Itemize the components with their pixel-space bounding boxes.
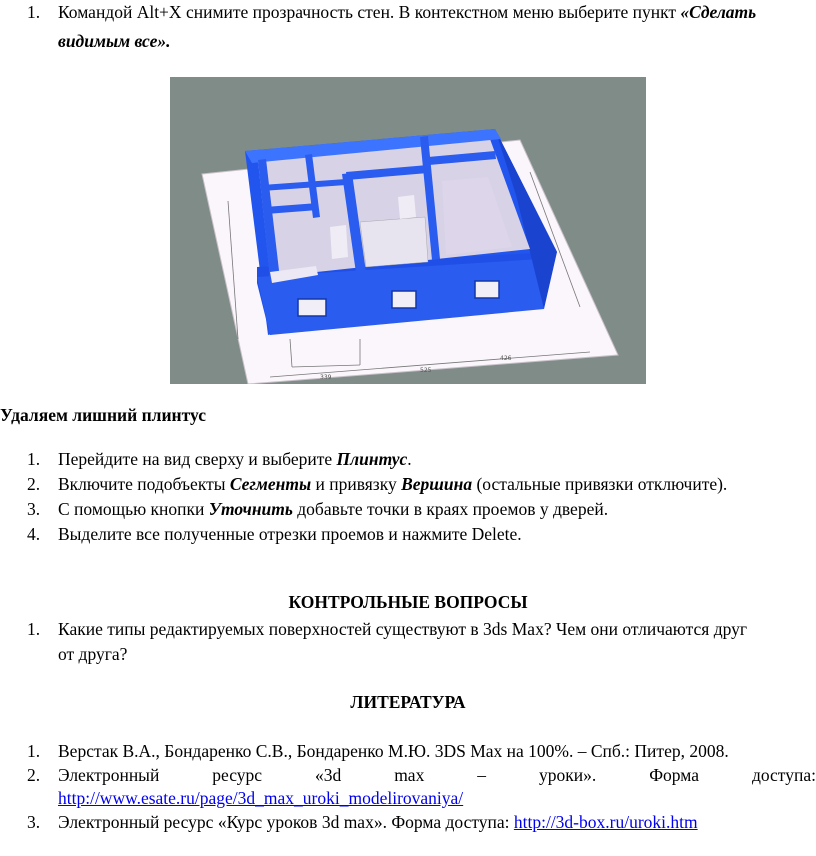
control-questions-title: КОНТРОЛЬНЫЕ ВОПРОСЫ — [288, 592, 528, 612]
list-item: Перейдите на вид сверху и выберите Плинтус. — [58, 449, 412, 469]
reference-item: Верстак В.А., Бондаренко С.В., Бондаренко М.Ю. 3DS Max на 100%. – Спб.: Питер, 2008. — [58, 741, 729, 761]
step-1-text: Командой Alt+X снимите прозрачность стен. В контекстном меню выберите пункт «Сделать — [58, 2, 757, 22]
list-number: 3. — [27, 499, 41, 519]
section-title: Удаляем лишний плинтус — [0, 405, 206, 425]
reference-link[interactable]: http://www.esate.ru/page/3d_max_uroki_modelirovaniya/ — [58, 788, 464, 808]
house-model-image — [170, 77, 646, 384]
question-text: Какие типы редактируемых поверхностей существуют в 3ds Max? Чем они отличаются друг — [58, 619, 748, 639]
dimension-label: 339 — [320, 374, 332, 381]
list-item: Выделите все полученные отрезки проемов и нажмите Delete. — [58, 524, 522, 544]
reference-item: Электронный ресурс «Курс уроков 3d max». Форма доступа: http://3d-box.ru/uroki.htm — [58, 812, 698, 832]
dimension-label: 525 — [420, 367, 432, 374]
question-text-continued: от друга? — [58, 644, 128, 664]
list-number: 4. — [27, 524, 41, 544]
list-number: 1. — [27, 449, 41, 469]
reference-item: Электронный ресурс «3d max – уроки». Форма доступа: — [58, 765, 816, 785]
list-number: 1. — [27, 741, 41, 761]
list-number: 2. — [27, 474, 41, 494]
list-number: 2. — [27, 765, 41, 785]
list-item: С помощью кнопки Уточнить добавьте точки в краях проемов у дверей. — [58, 499, 609, 519]
list-number: 3. — [27, 812, 41, 832]
list-number: 1. — [27, 2, 41, 22]
reference-link[interactable]: http://3d-box.ru/uroki.htm — [513, 812, 698, 832]
dimension-label: 426 — [500, 355, 512, 362]
step-1-text-continued: видимым все». — [58, 31, 171, 51]
literature-title: ЛИТЕРАТУРА — [350, 692, 466, 712]
list-number: 1. — [27, 619, 41, 639]
list-item: Включите подобъекты Сегменты и привязку Вершина (остальные привязки отключите). — [58, 474, 728, 494]
